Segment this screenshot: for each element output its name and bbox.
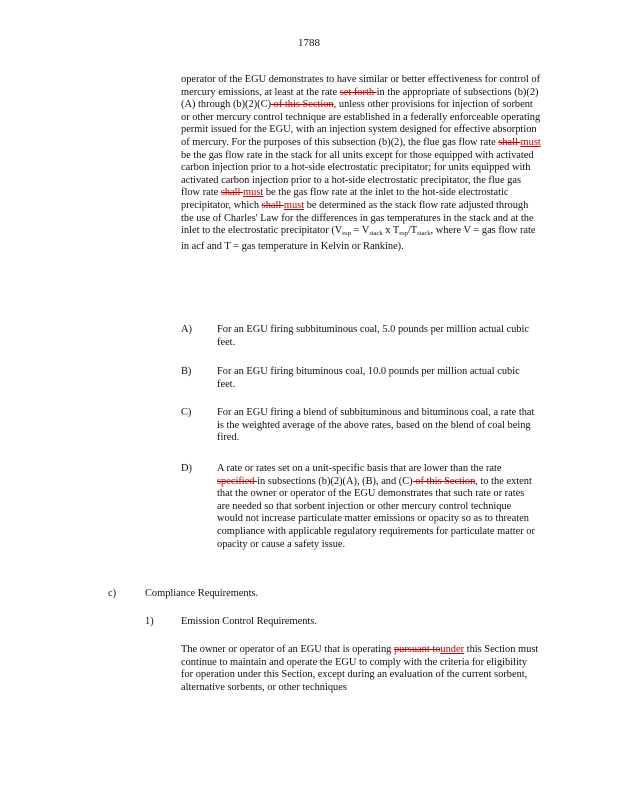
subsection-1-label: 1) [145, 616, 154, 627]
item-label-b: B) [181, 366, 192, 377]
section-c-title: Compliance Requirements. [145, 588, 259, 599]
deleted-text: pursuant to [393, 644, 441, 655]
deleted-text: set forth [339, 86, 377, 98]
deleted-text: specified [217, 475, 258, 487]
inserted-text: must [520, 136, 541, 148]
page-number: 1788 [298, 37, 320, 49]
subsection-1-title: Emission Control Requirements. [181, 616, 317, 627]
item-text-d: A rate or rates set on a unit-specific basis that are lower than the rate specified in subsections (b)(2)(A), (B), and (C) of this Section, to the extent that the owner or operator of the EGU demonstrates that such rate or rates are needed so that sorbent injection or other mercury control technique would not increase particulate matter emissions or opacity so as to threaten compliance with applicable regulatory requirements for particulate matter or opacity or cause a safety issue. [217, 463, 535, 550]
item-text-a: For an EGU firing subbituminous coal, 5.0 pounds per million actual cubic feet. [217, 324, 529, 348]
section-c-label: c) [108, 588, 117, 599]
item-text-c: For an EGU firing a blend of subbituminous and bituminous coal, a rate that is the weighted average of the above rates, based on the blend of coal being fired. [217, 407, 535, 444]
inserted-text: must [243, 187, 264, 199]
final-paragraph: The owner or operator of an EGU that is operating pursuant tounder this Section must continue to maintain and operate the EGU to comply with the criteria for eligibility for operation under this Section, except during an evaluation of the current sorbent, alternative sorbents, or other techniques [181, 644, 539, 693]
deleted-text: shall [498, 136, 521, 148]
deleted-text: of this Section [412, 475, 476, 487]
deleted-text: of this Section [271, 99, 334, 111]
body-paragraph: operator of the EGU demonstrates to have similar or better effectiveness for control of mercury emissions, at least at the rate set forth in the appropriate of subsections (b)(2)(A) through (b)(2)(C) of this Section, unless other provisions for injection of sorbent or other mercury control technique are established in a federally enforceable operating permit issued for the EGU, with an injection system designed for effective absorption of mercury. For the purposes of this subsection (b)(2), the flue gas flow rate shall must be the gas flow rate in the stack for all units except for those equipped with activated carbon injection prior to a hot-side electrostatic precipitator; for units equipped with activated carbon injection prior to a hot-side electrostatic precipitator, the flue gas flow rate shall must be the gas flow rate at the inlet to the hot-side electrostatic precipitator, which shall must be determined as the stack flow rate adjusted through the use of Charles' Law for the differences in gas temperatures in the stack and at the inlet to the electrostatic precipitator ($V_{esp} = V_{stack}$ x $T_{esp}/T_{stack}$, where V = gas flow rate in acf and T = gas temperature in Kelvin or Rankine). [181, 74, 541, 252]
inserted-text: under [440, 644, 465, 655]
deleted-text: shall [220, 187, 244, 199]
item-text-b: For an EGU firing bituminous coal, 10.0 pounds per million actual cubic feet. [217, 366, 520, 390]
deleted-text: shall [261, 199, 284, 211]
item-label-c: C) [181, 407, 192, 418]
inserted-text: must [283, 199, 305, 211]
item-label-a: A) [181, 324, 192, 335]
item-label-d: D) [181, 463, 192, 474]
